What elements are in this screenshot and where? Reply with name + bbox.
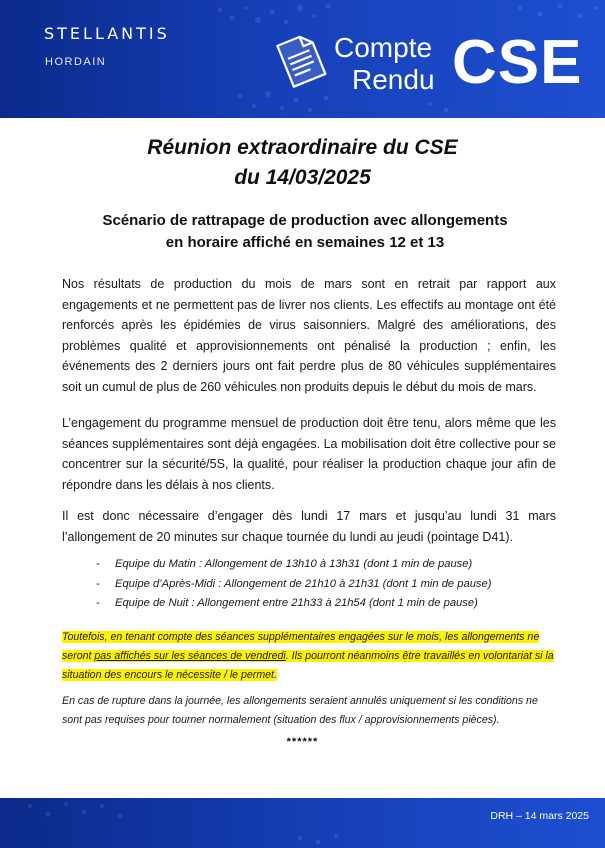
list-item: [96, 594, 566, 614]
document-icon: [270, 30, 332, 88]
footer-banner: [0, 798, 605, 848]
shift-afternoon: Equipe d’Après-Midi : Allongement de 21h10 à 21h31 (dont 1 min de pause): [115, 577, 492, 590]
list-dash: -: [96, 577, 100, 590]
title-cse: CSE: [452, 28, 583, 97]
highlight-part-1: Toutefois, en tenant compte des séances supplémentaires engagées sur le mois, les allongements ne seront: [62, 631, 540, 662]
list-dash: -: [96, 558, 100, 570]
note-rupture: En cas de rupture dans la journée, les allongements seraient annulés uniquement si les conditions ne sont pas requises pour tourner normalement (situation des flux / approvisionnements pièces).: [62, 695, 538, 726]
meeting-date: du 14/03/2025: [234, 166, 371, 189]
list-item: [96, 575, 566, 595]
brand-logo-text: STELLANTIS: [44, 24, 170, 43]
shift-morning: Equipe du Matin : Allongement de 13h10 à 13h31 (dont 1 min de pause): [115, 558, 473, 570]
title-rendu: Rendu: [352, 64, 435, 95]
title-compte: Compte: [334, 32, 433, 63]
paragraph-commitment: L’engagement du programme mensuel de production doit être tenu, alors même que les séances supplémentaires sont déjà engagées. La mobilisation doit être collective pour se concentrer sur la sécurité/5S, la qualité, pour réaliser la production chaque jour afin de répondre dans les délais à nos clients.: [62, 416, 556, 492]
shift-list: [96, 555, 566, 614]
highlight-part-2: . Ils pourront néanmoins être travaillés en volontariat si la situation des encours le nécessite / le permet.: [62, 649, 554, 681]
paragraph-extension: Il est donc nécessaire d’engager dès lundi 17 mars et jusqu’au lundi 31 mars l’allongement de 20 minutes sur chaque tournée du lundi au jeudi (pointage D41).: [62, 509, 556, 544]
footer-dot-pattern: [0, 798, 605, 848]
highlight-underlined: pas affichés sur les séances de vendredi: [94, 649, 286, 662]
note-friday-sessions: [62, 628, 558, 684]
shift-night: Equipe de Nuit : Allongement entre 21h33 à 21h54 (dont 1 min de pause): [115, 597, 478, 609]
footer-date: DRH – 14 mars 2025: [490, 810, 589, 822]
subtitle-line-1: Scénario de rattrapage de production avec allongements: [102, 212, 508, 229]
separator-stars: ******: [286, 736, 319, 748]
subtitle-line-2: en horaire affiché en semaines 12 et 13: [165, 234, 445, 251]
list-dash: -: [96, 597, 100, 609]
list-item: [96, 555, 566, 575]
meeting-title: Réunion extraordinaire du CSE: [147, 136, 458, 159]
header-banner: [0, 0, 605, 118]
site-name: HORDAIN: [45, 56, 107, 68]
paragraph-results: Nos résultats de production du mois de mars sont en retrait par rapport aux engagements et ne permettent pas de livrer nos clients. Les effectifs au montage ont été renforcés après les épidémies de virus saisonniers. Malgré des améliorations, des problèmes qualité et approvisionnements ont pénalisé la production ; enfin, les événements des 2 derniers jours ont fait perdre plus de 80 véhicules supplémentaires soit un cumul de plus de 260 véhicules non produits depuis le début du mois de mars.: [62, 277, 556, 394]
